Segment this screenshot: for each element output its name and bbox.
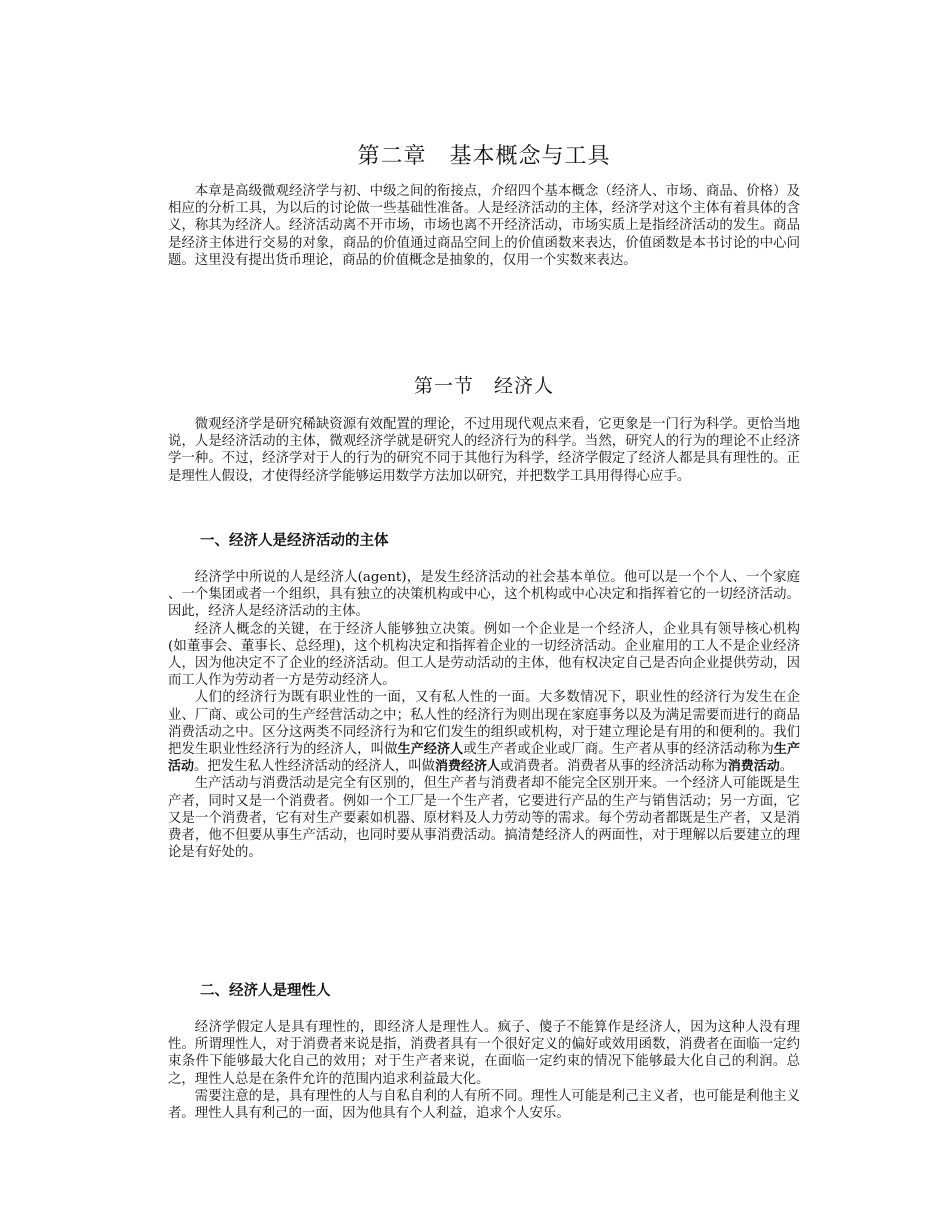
section-title: 第一节 经济人 xyxy=(413,375,554,397)
chapter-intro-paragraph: 本章是高级微观经济学与初、中级之间的衔接点，介绍四个基本概念（经济人、市场、商品、价格）及相应的分析工具，为以后的讨论做一些基础性准备。人是经济活动的主体，经济学对这个主体有着具体的含义，称其为经济人。经济活动离不开市场，市场也离不开经济活动，市场实质上是指经济活动的发生。商品是经济主体进行交易的对象，商品的价值通过商品空间上的价值函数来表达，价值函数是本书讨论的中心问题。这里没有提出货币理论，商品的价值概念是抽象的，仅用一个实数来表达。 xyxy=(168,184,800,268)
p3-text-a: 人们的经济行为既有职业性的一面，又有私人性的一面。大多数情况下，职业性的经济行为发生在企业、厂商、或公司的生产经营活动之中；私人性的经济行为则出现在家庭事务以及为满足需要而进行的商品消费活动之中。区分这两类不同经济行为和它们发生的组织或机构，对于建立理论是有用的和便利的。我们把发生职业性经济行为的经济人，叫做 xyxy=(168,690,800,758)
section-intro-paragraph: 微观经济学是研究稀缺资源有效配置的理论，不过用现代观点来看，它更象是一门行为科学。更恰当地说，人是经济活动的主体，微观经济学就是研究人的经济行为的科学。当然，研究人的行为的理论不止经济学一种。不过，经济学对于人的行为的研究不同于其他行为科学，经济学假定了经济人都是具有理性的。正是理性人假设，才使得经济学能够运用数学方法加以研究，并把数学工具用得得心应手。 xyxy=(168,417,800,484)
p3-text-d: 或消费者。消费者从事的经济活动称为 xyxy=(500,759,728,775)
term-consumption-activity: 消费活动 xyxy=(727,759,780,775)
subsection-1-paragraph-4: 生产活动与消费活动是完全有区别的，但生产者与消费者却不能完全区别开来。一个经济人可能既是生产者，同时又是一个消费者。例如一个工厂是一个生产者，它要进行产品的生产与销售活动；另一方面，它又是一个消费者，它有对生产要素如机器、原材料及人力劳动等的需求。每个劳动者都既是生产者，又是消费者，他不但要从事生产活动，也同时要从事消费活动。搞清楚经济人的两面性，对于理解以后要建立的理论是有好处的。 xyxy=(168,776,800,861)
subsection-2-paragraph-2: 需要注意的是，具有理性的人与自私自利的人有所不同。理性人可能是利己主义者，也可能是利他主义者。理性人具有利己的一面，因为他具有个人利益，追求个人安乐。 xyxy=(168,1088,800,1122)
subsection-1-paragraph-1: 经济学中所说的人是经济人(agent)，是发生经济活动的社会基本单位。他可以是一个个人、一个家庭 、一个集团或者一个组织，具有独立的决策机构或中心，这个机构或中心决定和指挥着它的一切经济活动。因此，经济人是经济活动的主体。 xyxy=(168,570,800,620)
term-consumer-agent: 消费经济人 xyxy=(435,759,501,775)
subsection-2-body xyxy=(168,1019,800,1122)
p3-text-e: 。 xyxy=(779,759,794,775)
subsection-1-paragraph-3 xyxy=(168,689,800,775)
chapter-intro-block xyxy=(168,183,800,269)
section-intro-block xyxy=(168,416,800,485)
subsection-2-paragraph-1: 经济学假定人是具有理性的，即经济人是理性人。疯子、傻子不能算作是经济人，因为这种人没有理性。所谓理性人，对于消费者来说是指，消费者具有一个很好定义的偏好或效用函数，消费者在面临一定约束条件下能够最大化自己的效用；对于生产者来说，在面临一定约束的情况下能够最大化自己的利润。总之，理性人总是在条件允许的范围内追求利益最大化。 xyxy=(168,1020,800,1087)
subsection-1-heading: 一、经济人是经济活动的主体 xyxy=(200,533,389,549)
term-producer-agent: 生产经济人 xyxy=(397,742,464,758)
p3-text-b: 或生产者或企业或厂商。生产者从事的经济活动称为 xyxy=(463,742,774,758)
chapter-title: 第二章 基本概念与工具 xyxy=(357,144,611,169)
subsection-1-paragraph-2: 经济人概念的关键，在于经济人能够独立决策。例如一个企业是一个经济人，企业具有领导核心机构(如董事会、董事长、总经理)，这个机构决定和指挥着企业的一切经济活动。企业雇用的工人不是企业经济人，因为他决定不了企业的经济活动。但工人是劳动活动的主体，他有权决定自己是否向企业提供劳动，因而工人作为劳动者一方是劳动经济人。 xyxy=(168,621,800,689)
term-production-activity: 生产活动 xyxy=(168,742,800,775)
subsection-2-heading: 二、经济人是理性人 xyxy=(200,983,331,999)
p3-text-c: 。把发生私人性经济活动的经济人，叫做 xyxy=(194,759,436,775)
subsection-1-body xyxy=(168,569,800,861)
